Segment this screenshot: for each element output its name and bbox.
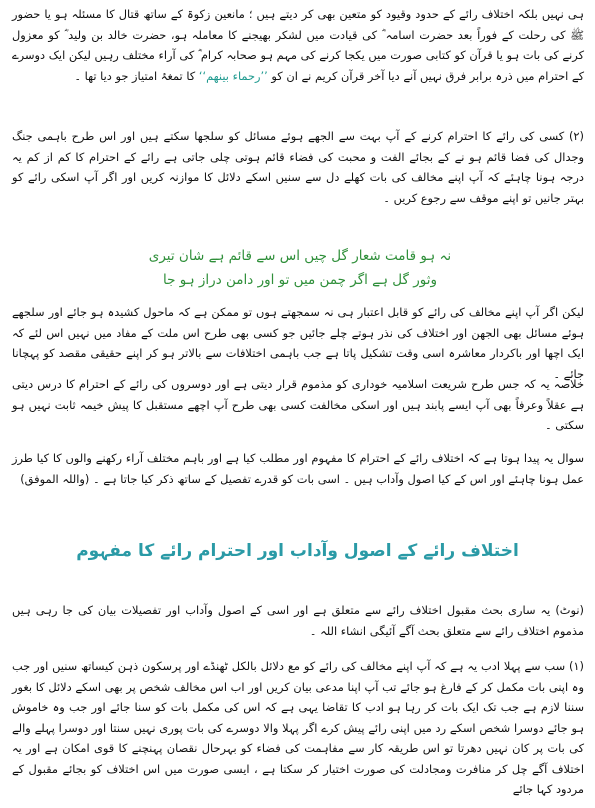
- poem-line-1: نہ ہو قامت شعار گل چیں اس سے قائم ہے شان تیری: [148, 248, 452, 264]
- paragraph-text: ہی نہیں بلکہ اختلاف رائے کے حدود وقیود کو متعین بھی کر دیتے ہیں ؛ مانعین زکوۃ کے ساتھ قتال کا مسئلہ ہو یا حضور ﷺ کی رحلت کے فوراً بعد حضرت اسامہ ؓ کی قیادت میں لشکر بھیجنے کا معاملہ ہو، حضرت خالد بن ولید ؓ کو معزول کرنے کی بات ہو یا قرآن کو کتابی صورت میں یکجا کرنے کی مہم ہو صحابہ کرام ؓ کی آراء مختلف رہیں لیکن ایک دوسرے کے احترام میں ذرہ برابر فرق نہیں آنے دیا آخر قرآن کریم نے ان کو: [12, 7, 584, 83]
- paragraph-note: (نوٹ) یہ ساری بحث مقبول اختلاف رائے سے متعلق ہے اور اسی کے اصول وآداب اور تفصیلات بیان کی جا رہی ہیں مذموم اختلاف رائے سے متعلق بحث آگے آئیگی انشاء اللہ ۔: [12, 603, 584, 638]
- quote-ruhama-baynahum: ’’رحماء بینھم‘‘: [198, 68, 268, 83]
- paragraph-text-end: کا تمغۂ امتیاز جو دیا تھا ۔: [74, 68, 199, 83]
- paragraph-disregard-consequence: لیکن اگر آپ اپنے مخالف کی رائے کو قابل اعتبار ہی نہ سمجھتے ہوں تو ممکن ہے کہ ماحول کشیدہ ہو جائے اور سلجھے ہوئے مسائل بھی الجھن اور اختلاف کی نذر ہوتے چلے جائیں جو کسی بھی طرح اس ملت کے مفاد میں نہیں اس لئے کہ ایک اچھا اور باکردار معاشرہ اسی وقت تشکیل پاتا ہے جب باہمی اختلافات سے بالاتر ہو کر اپنے حقیقی مقصد کو پہچانا جائے ۔: [12, 305, 584, 381]
- poem-couplet: [120, 244, 480, 292]
- paragraph-question: سوال یہ پیدا ہوتا ہے کہ اختلاف رائے کے احترام کا مفہوم اور مطلب کیا ہے اور باہم مختلف آراء رکھنے والوں کا کیا طرز عمل ہونا چاہئے اور اس کے کیا اصول وآداب ہیں ۔ اسی بات کو قدرے تفصیل کے ساتھ ذکر کیا جاتا ہے ۔ (واللہ الموفق): [12, 451, 584, 486]
- paragraph-point-1-etiquette: (۱) سب سے پہلا ادب یہ ہے کہ آپ اپنے مخالف کی رائے کو مع دلائل بالکل ٹھنڈے اور پرسکون ذہن کیساتھ سنیں اور جب وہ اپنی بات مکمل کر کے فارغ ہو جائے تب آپ اپنا مدعی بیان کریں اور اب اس مخالف شخص پر بھی اسکے دلائل کا بغور سننا لازم ہے جب تک ایک بات کر رہا ہو ادب کا تقاضا یہی ہے کہ اس کی مکمل بات کو سنا جائے اور جب وہ خاموش ہو جائے دوسرا شخص اسکے رد میں اپنی رائے پیش کرے اگر پہلا والا دوسرے کی بات پوری نہیں سنتا اور دوسرا پہلے والے کی بات پر کان نہیں دھرتا تو اس طریقہ کار سے مفاہمت کی فضاء کو بہرحال نقصان پہنچنے کا قوی امکان ہے اور یہ اختلاف آگے چل کر منافرت ومجادلت کی صورت اختیار کر سکتا ہے ، ایسی صورت میں اس اختلاف کو بجائے مقبول کے مردود کہا جائے: [12, 659, 584, 796]
- poem-line-2: وثور گل ہے اگر چمن میں تو اور دامن دراز ہو جا: [162, 272, 437, 288]
- section-heading: اختلاف رائے کے اصول وآداب اور احترام رائے کا مفہوم: [76, 541, 519, 561]
- paragraph-point-2: (۲) کسی کی رائے کا احترام کرنے کے آپ بہت سے الجھے ہوئے مسائل کو سلجھا سکتے ہیں اور اس طرح باہمی جنگ وجدال کی فضا قائم ہو نے کے بجائے الفت و محبت کی فضاء قائم ہوتی چلی جاتی ہے رائے کے احترام کا کم از کم یہ درجہ ہونا چاہئے کہ آپ اپنے مخالف کی بات کھلے دل سے سنیں اسکے دلائل کا موازنہ کریں اور اگر آپ اسکی رائے کو بہتر جانیں تو اپنے موقف سے رجوع کریں ۔: [12, 129, 584, 205]
- paragraph-companions-disagreement: [12, 4, 584, 86]
- paragraph-summary: خلاصہ یہ کہ جس طرح شریعت اسلامیہ خوداری کو مذموم قرار دیتی ہے اور دوسروں کی رائے کے احترام کا درس دیتی ہے عقلاً وعرفاً بھی آپ ایسے پابند ہیں اور اسکی مخالفت کسی بھی طرح آپ اچھے مستقبل کا پیش خیمہ ثابت نہیں ہو سکتی ۔: [12, 377, 584, 432]
